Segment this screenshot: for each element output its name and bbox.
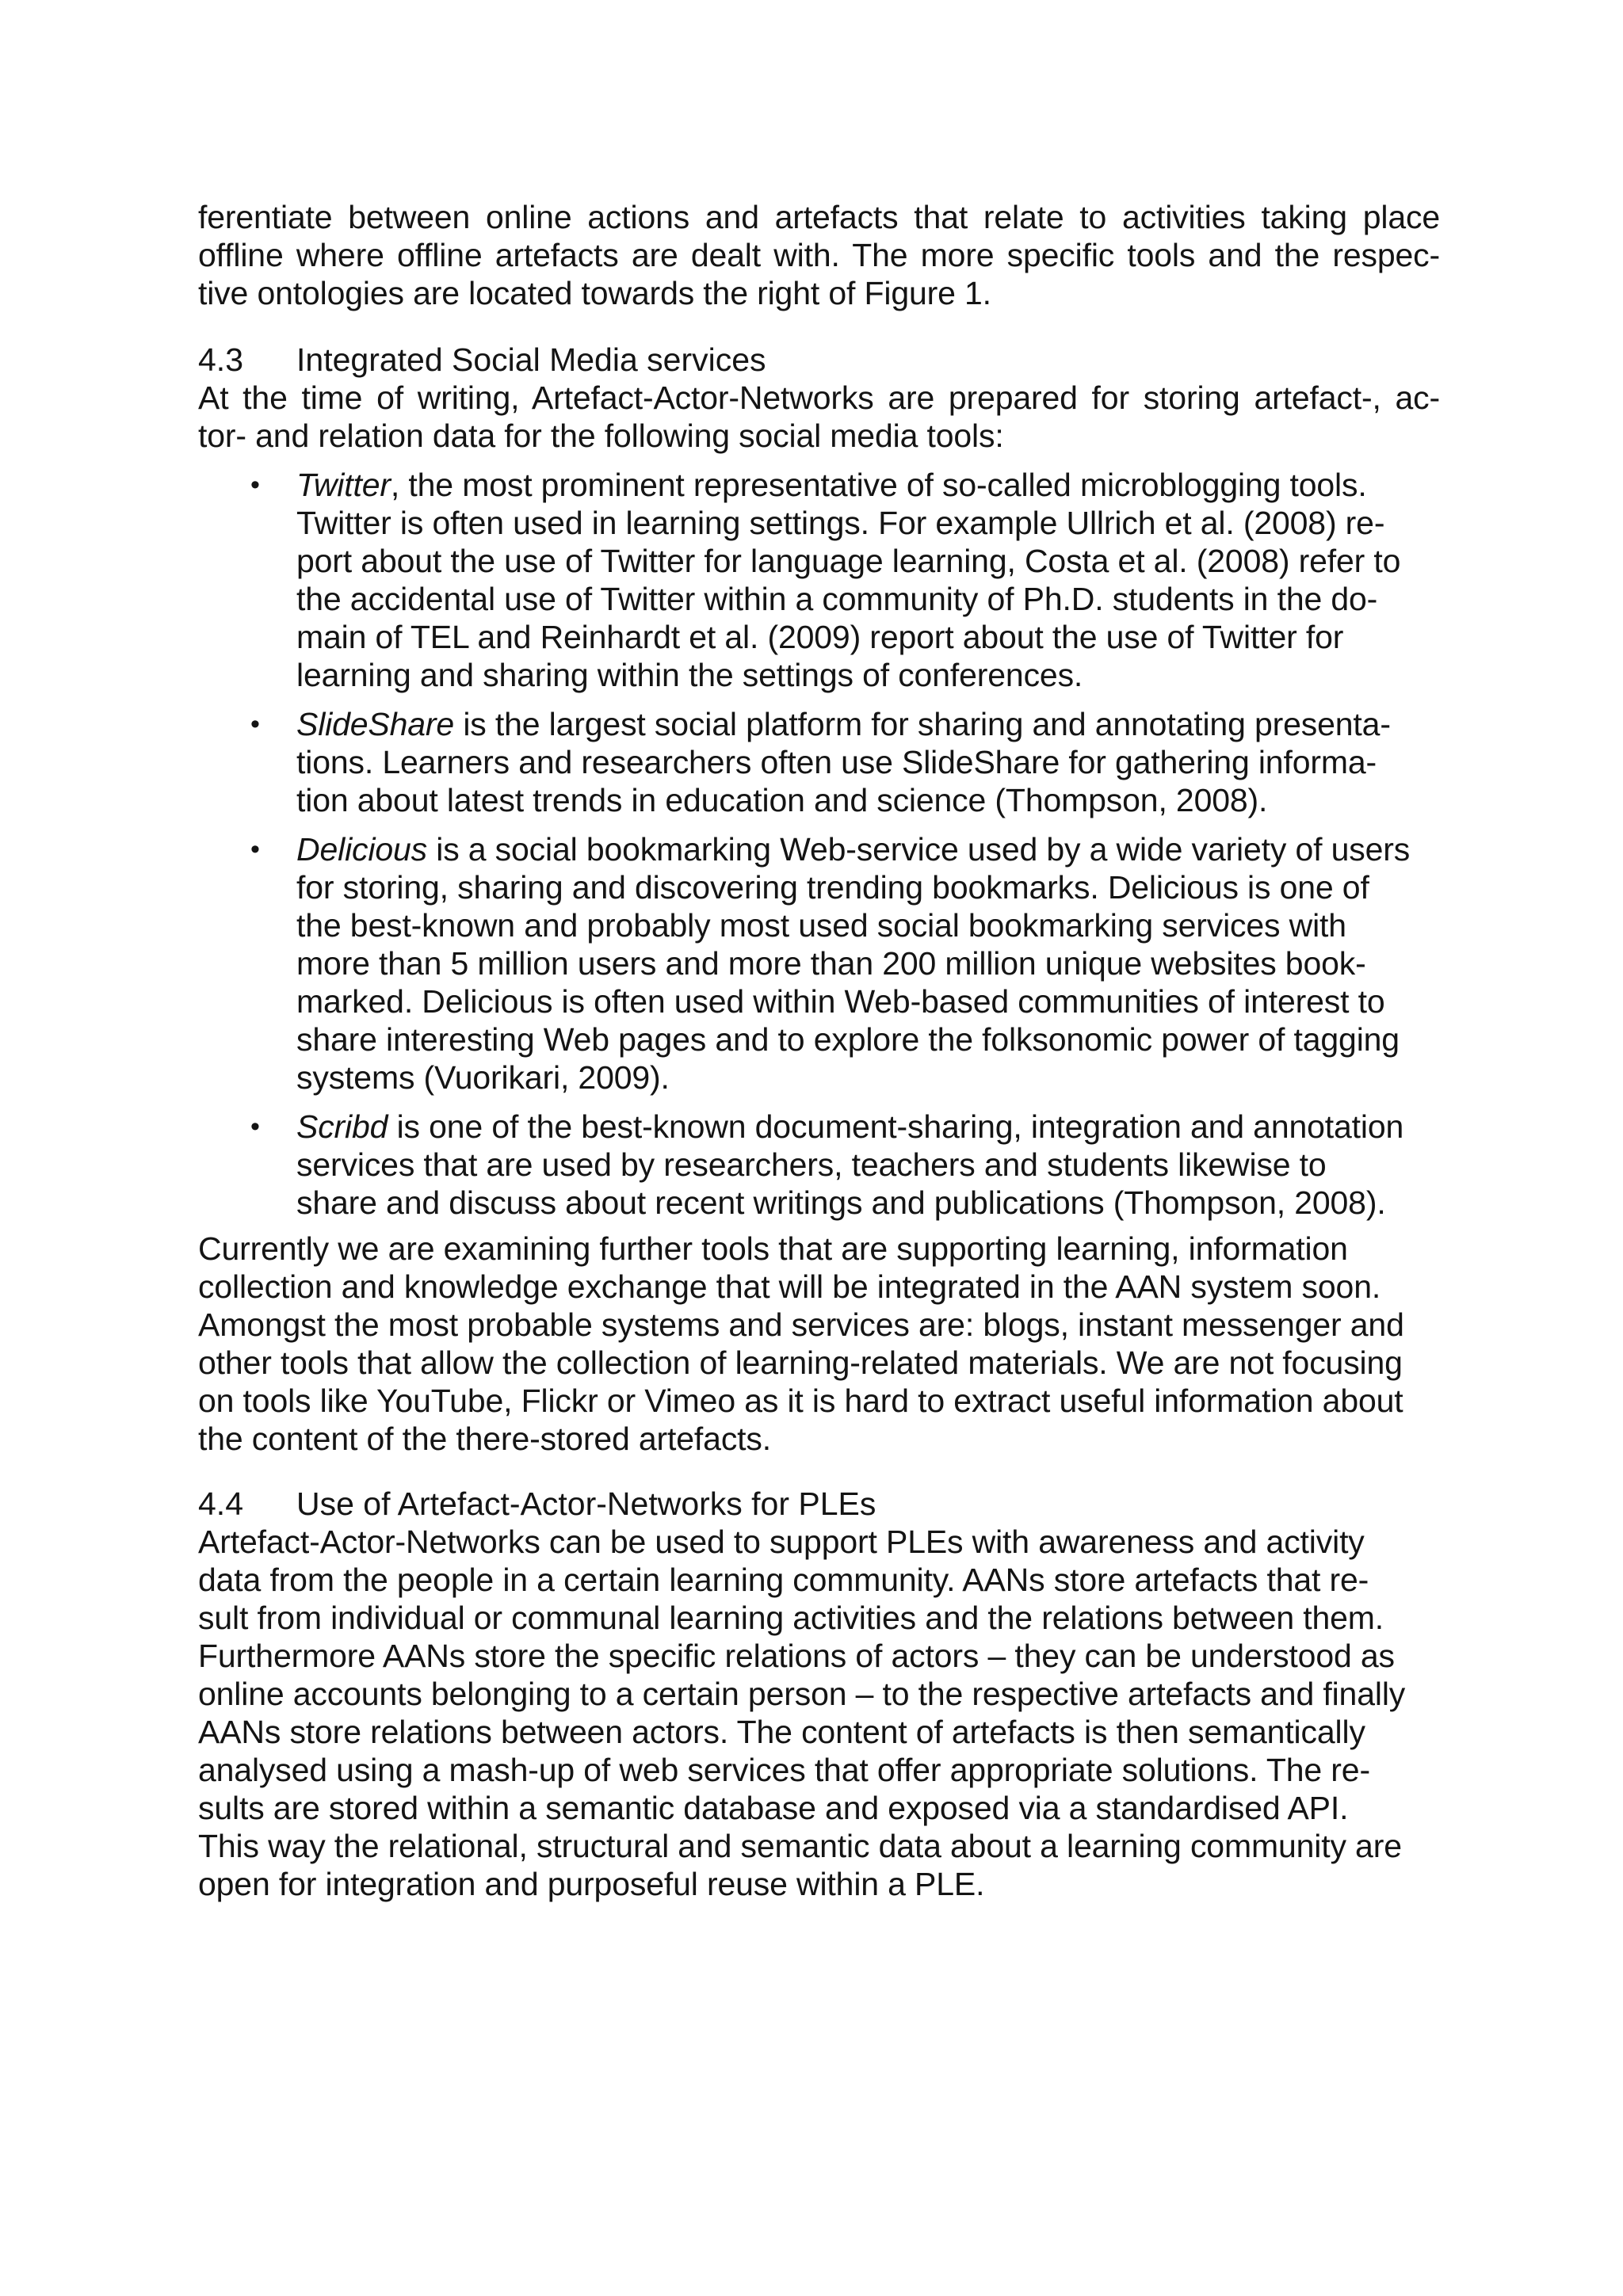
bullet-marker: • bbox=[250, 834, 260, 864]
closing-line-2: collection and knowledge exchange that will be integrated in the AAN system soon. bbox=[198, 1268, 1381, 1305]
section-4-4-line-8: sults are stored within a semantic database and exposed via a standardised API. bbox=[198, 1790, 1349, 1826]
section-4-3-intro-line-1: At the time of writing, Artefact-Actor-Networks are prepared for storing artefact-, ac- bbox=[198, 379, 1440, 416]
bullet-scribd-line-3: share and discuss about recent writings and publications (Thompson, 2008). bbox=[296, 1184, 1386, 1221]
bullet-delicious-line-7: systems (Vuorikari, 2009). bbox=[296, 1059, 670, 1096]
section-4-3-title: Integrated Social Media services bbox=[296, 341, 766, 378]
section-4-4-line-2: data from the people in a certain learning community. AANs store artefacts that re- bbox=[198, 1562, 1369, 1598]
bullet-twitter-line-6: learning and sharing within the settings of conferences. bbox=[296, 657, 1083, 693]
section-4-4-line-7: analysed using a mash-up of web services that offer appropriate solutions. The re- bbox=[198, 1752, 1370, 1788]
bullet-twitter-line-2: Twitter is often used in learning settings. For example Ullrich et al. (2008) re- bbox=[296, 505, 1385, 541]
intro-line-2: offline where offline artefacts are dealt with. The more specific tools and the respec- bbox=[198, 237, 1440, 273]
bullet-delicious-line-3: the best-known and probably most used social bookmarking services with bbox=[296, 907, 1346, 944]
bullet-marker: • bbox=[250, 1112, 260, 1142]
intro-line-1: ferentiate between online actions and artefacts that relate to activities taking place bbox=[198, 199, 1440, 235]
bullet-slideshare-line-1 bbox=[296, 705, 1391, 743]
section-4-4-line-3: sult from individual or communal learning activities and the relations between them. bbox=[198, 1600, 1384, 1636]
bullet-delicious-line-4: more than 5 million users and more than 200 million unique websites book- bbox=[296, 945, 1366, 982]
bullet-delicious-first-line-rest: is a social bookmarking Web-service used by a wide variety of users bbox=[427, 831, 1411, 868]
bullet-slideshare-line-3: tion about latest trends in education and science (Thompson, 2008). bbox=[296, 782, 1268, 818]
section-4-4-line-6: AANs store relations between actors. The content of artefacts is then semantically bbox=[198, 1714, 1365, 1750]
tool-name-slideshare: SlideShare bbox=[296, 706, 455, 742]
tool-name-twitter: Twitter bbox=[296, 467, 391, 503]
bullet-delicious-line-5: marked. Delicious is often used within Web-based communities of interest to bbox=[296, 983, 1385, 1020]
section-4-4-title: Use of Artefact-Actor-Networks for PLEs bbox=[296, 1486, 876, 1522]
closing-line-3: Amongst the most probable systems and services are: blogs, instant messenger and bbox=[198, 1306, 1404, 1343]
bullet-marker: • bbox=[250, 470, 260, 500]
closing-line-1: Currently we are examining further tools that are supporting learning, information bbox=[198, 1230, 1348, 1267]
bullet-twitter-line-5: main of TEL and Reinhardt et al. (2009) report about the use of Twitter for bbox=[296, 619, 1344, 655]
closing-line-5: on tools like YouTube, Flickr or Vimeo as it is hard to extract useful information about bbox=[198, 1383, 1403, 1419]
bullet-twitter-line-1 bbox=[296, 466, 1367, 504]
intro-line-3: tive ontologies are located towards the right of Figure 1. bbox=[198, 275, 991, 311]
section-4-4-number: 4.4 bbox=[198, 1486, 243, 1522]
bullet-delicious-line-6: share interesting Web pages and to explore the folksonomic power of tagging bbox=[296, 1021, 1400, 1058]
closing-line-4: other tools that allow the collection of learning-related materials. We are not focusing bbox=[198, 1344, 1403, 1381]
section-4-4-line-4: Furthermore AANs store the specific relations of actors – they can be understood as bbox=[198, 1638, 1395, 1674]
section-4-4-line-5: online accounts belonging to a certain person – to the respective artefacts and finally bbox=[198, 1676, 1406, 1712]
bullet-delicious-line-1 bbox=[296, 830, 1410, 868]
section-4-4-line-1: Artefact-Actor-Networks can be used to support PLEs with awareness and activity bbox=[198, 1524, 1365, 1560]
bullet-slideshare-first-line-rest: is the largest social platform for sharing and annotating presenta- bbox=[454, 706, 1391, 742]
bullet-twitter-first-line-rest: , the most prominent representative of so-called microblogging tools. bbox=[390, 467, 1367, 503]
bullet-marker: • bbox=[250, 709, 260, 739]
tool-name-delicious: Delicious bbox=[296, 831, 427, 868]
bullet-scribd-line-1 bbox=[296, 1108, 1403, 1146]
bullet-slideshare-line-2: tions. Learners and researchers often use SlideShare for gathering informa- bbox=[296, 744, 1377, 780]
bullet-twitter-line-3: port about the use of Twitter for language learning, Costa et al. (2008) refer to bbox=[296, 543, 1401, 579]
bullet-delicious-line-2: for storing, sharing and discovering trending bookmarks. Delicious is one of bbox=[296, 869, 1369, 906]
section-4-4-line-10: open for integration and purposeful reuse within a PLE. bbox=[198, 1866, 985, 1902]
closing-line-6: the content of the there-stored artefacts. bbox=[198, 1421, 772, 1457]
bullet-twitter-line-4: the accidental use of Twitter within a community of Ph.D. students in the do- bbox=[296, 581, 1378, 617]
bullet-scribd-line-2: services that are used by researchers, teachers and students likewise to bbox=[296, 1146, 1327, 1183]
tool-name-scribd: Scribd bbox=[296, 1108, 388, 1145]
section-4-3-intro-line-2: tor- and relation data for the following social media tools: bbox=[198, 418, 1004, 454]
section-4-3-number: 4.3 bbox=[198, 341, 243, 378]
section-4-4-line-9: This way the relational, structural and semantic data about a learning community are bbox=[198, 1828, 1402, 1864]
bullet-scribd-first-line-rest: is one of the best-known document-sharing, integration and annotation bbox=[388, 1108, 1404, 1145]
